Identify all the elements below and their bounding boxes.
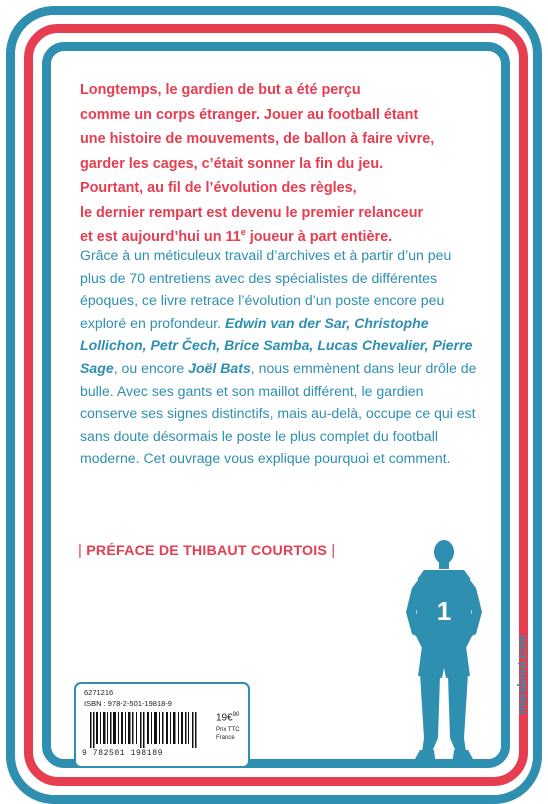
publisher-url-text: marabout.com [517,634,529,714]
publisher-url [513,604,539,714]
goalkeeper-name: Joël Bats [188,359,251,376]
goalkeeper-names: Petr Čech, Brice Samba, Lucas Chevalier, [150,337,429,354]
intro-line: une histoire de mouvements, de ballon à faire vivre, [80,131,435,147]
intro-paragraph [80,78,475,250]
intro-line: comme un corps étranger. Jouer au football étant [80,106,419,123]
price-label-line: France [216,735,235,741]
price-cents: 90 [232,712,240,718]
price [216,712,239,723]
goalkeeper-names: Edwin van der Sar, Christophe Lollichon, [80,314,429,354]
intro-line: garder les cages, c’était sonner la fin du jeu. [80,155,384,172]
body-text: , ou encore [113,359,189,376]
preface-credit [78,542,335,559]
barcode-box [74,682,250,768]
product-code: 6271216 [84,688,114,697]
body-text: , nous emmènent dans leur drôle de bulle. Avec ses gants et son maillot différent, le gardien conserve ses signes distinctifs, mais au-delà, occupe ce qui est sans doute désormais le poste le plus complet du football moderne. Cet ouvrage vous explique pourquoi et comment. [80,359,477,467]
barcode-bars [84,712,208,748]
price-label [216,726,240,742]
price-value: 19€ [216,712,233,724]
intro-line: et est aujourd’hui un 11 [80,229,241,245]
intro-line: Pourtant, au fil de l’évolution des règles, [80,180,357,196]
body-paragraph [80,244,480,470]
barcode-digits: 9 782501 198189 [82,749,164,758]
intro-line: le dernier rempart est devenu le premier relanceur [80,204,424,221]
body-text: Grâce à un méticuleux travail d’archives et à partir d’un peu plus de 70 entretiens avec des spécialistes de différentes époques, ce livre retrace l’évolution d’un poste encore peu exploré en profondeur. [80,247,452,331]
divider-bar: | [78,542,83,559]
goalkeeper-silhouette [388,538,498,770]
intro-line: Longtemps, le gardien de but a été perçu [80,82,361,98]
preface-text: PRÉFACE DE THIBAUT COURTOIS [86,543,328,559]
jersey-number: 1 [436,596,452,626]
price-label-line: Prix TTC [216,727,240,733]
divider-bar: | [331,542,336,559]
isbn: ISBN : 978-2-501-19818-9 [84,699,172,708]
intro-line-end: joueur à part entière. [245,229,393,245]
goalkeeper-name: Pierre Sage [80,337,473,376]
ordinal-suffix: e [240,227,246,238]
